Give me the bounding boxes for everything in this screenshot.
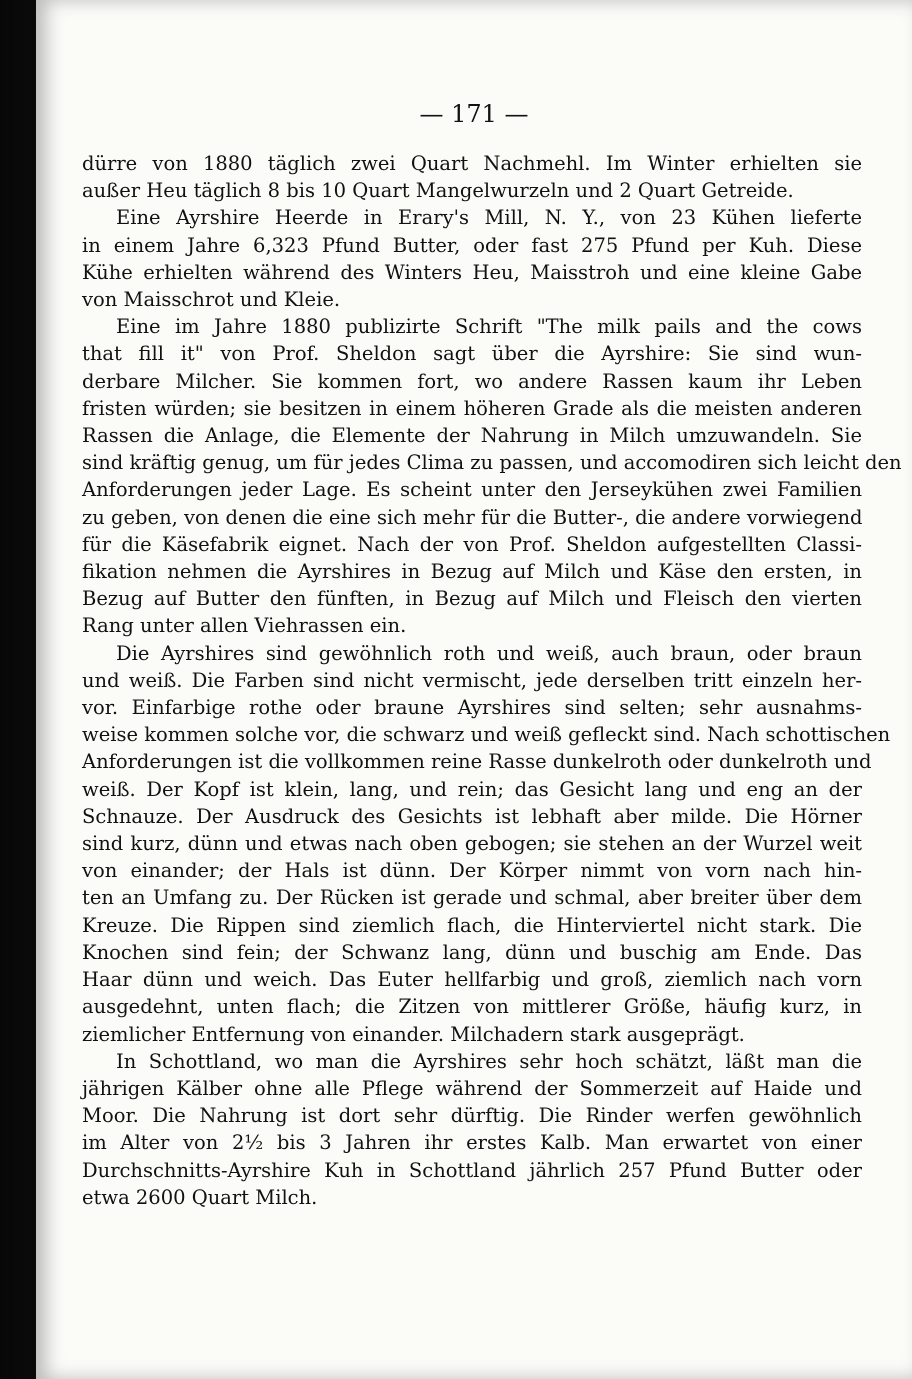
text-line: von Maisschrot und Kleie. — [82, 288, 341, 312]
paragraph — [82, 1048, 862, 1211]
text-line: Die Ayrshires sind gewöhnlich roth und weiß, auch braun, oder braun — [116, 641, 862, 665]
text-line: that fill it" von Prof. Sheldon sagt über die Ayrshire: Sie sind wun- — [82, 342, 862, 366]
text-line: Eine Ayrshire Heerde in Erary's Mill, N. Y., von 23 Kühen lieferte — [116, 206, 862, 230]
text-line: weise kommen solche vor, die schwarz und weiß gefleckt sind. Nach schottischen — [82, 723, 891, 747]
text-line: Anforderungen ist die vollkommen reine Rasse dunkelroth oder dunkelroth und — [82, 750, 872, 774]
book-page — [36, 0, 912, 1379]
text-line: In Schottland, wo man die Ayrshires sehr hoch schätzt, läßt man die — [116, 1049, 862, 1073]
text-line: fikation nehmen die Ayrshires in Bezug auf Milch und Käse den ersten, in — [82, 560, 862, 584]
text-line: im Alter von 2½ bis 3 Jahren ihr erstes Kalb. Man erwartet von einer — [82, 1131, 862, 1155]
text-line: zu geben, von denen die eine sich mehr für die Butter-, die andere vorwiegend — [82, 505, 863, 529]
text-line: Kreuze. Die Rippen sind ziemlich flach, die Hinterviertel nicht stark. Die — [82, 913, 862, 937]
text-line: Rassen die Anlage, die Elemente der Nahrung in Milch umzuwandeln. Sie — [82, 424, 862, 448]
text-line: jährigen Kälber ohne alle Pflege während der Sommerzeit auf Haide und — [82, 1076, 862, 1100]
text-line: außer Heu täglich 8 bis 10 Quart Mangelwurzeln und 2 Quart Getreide. — [82, 179, 794, 203]
text-line: sind kurz, dünn und etwas nach oben gebogen; sie stehen an der Wurzel weit — [82, 832, 862, 856]
text-line: von einander; der Hals ist dünn. Der Körper nimmt von vorn nach hin- — [82, 859, 862, 883]
text-line: Durchschnitts-Ayrshire Kuh in Schottland jährlich 257 Pfund Butter oder — [82, 1158, 862, 1182]
text-line: weiß. Der Kopf ist klein, lang, und rein; das Gesicht lang und eng an der — [82, 777, 862, 801]
text-line: in einem Jahre 6,323 Pfund Butter, oder fast 275 Pfund per Kuh. Diese — [82, 233, 862, 257]
text-line: Rang unter allen Viehrassen ein. — [82, 614, 407, 638]
text-line: Knochen sind fein; der Schwanz lang, dünn und buschig am Ende. Das — [82, 940, 862, 964]
text-line: Anforderungen jeder Lage. Es scheint unter den Jerseykühen zwei Familien — [82, 478, 862, 502]
paragraph — [82, 313, 902, 639]
text-line: Haar dünn und weich. Das Euter hellfarbig und groß, ziemlich nach vorn — [82, 968, 862, 992]
text-line: Moor. Die Nahrung ist dort sehr dürftig. Die Rinder werfen gewöhnlich — [82, 1104, 862, 1128]
text-line: für die Käsefabrik eignet. Nach der von Prof. Sheldon aufgestellten Classi- — [82, 532, 862, 556]
body-text — [82, 150, 902, 1211]
text-line: vor. Einfarbige rothe oder braune Ayrshires sind selten; sehr ausnahms- — [82, 696, 862, 720]
text-line: ziemlicher Entfernung von einander. Milchadern stark ausgeprägt. — [82, 1022, 745, 1046]
text-line: und weiß. Die Farben sind nicht vermischt, jede derselben tritt einzeln her- — [82, 668, 862, 692]
text-line: sind kräftig genug, um für jedes Clima zu passen, und accomodiren sich leicht den — [82, 451, 902, 475]
text-line: etwa 2600 Quart Milch. — [82, 1185, 318, 1209]
paragraph — [82, 150, 862, 204]
text-line: Eine im Jahre 1880 publizirte Schrift "The milk pails and the cows — [116, 315, 862, 339]
paragraph — [82, 204, 862, 313]
text-line: dürre von 1880 täglich zwei Quart Nachmehl. Im Winter erhielten sie — [82, 152, 862, 175]
paragraph — [82, 640, 891, 1048]
text-line: fristen würden; sie besitzen in einem höheren Grade als die meisten anderen — [82, 396, 862, 420]
text-line: ten an Umfang zu. Der Rücken ist gerade und schmal, aber breiter über dem — [82, 886, 862, 910]
page-number: — 171 — — [419, 100, 529, 128]
text-line: derbare Milcher. Sie kommen fort, wo andere Rassen kaum ihr Leben — [82, 369, 862, 393]
text-line: Kühe erhielten während des Winters Heu, Maisstroh und eine kleine Gabe — [82, 260, 862, 284]
text-line: Bezug auf Butter den fünften, in Bezug auf Milch und Fleisch den vierten — [82, 587, 862, 611]
text-line: Schnauze. Der Ausdruck des Gesichts ist lebhaft aber milde. Die Hörner — [82, 804, 862, 828]
text-line: ausgedehnt, unten flach; die Zitzen von mittlerer Größe, häufig kurz, in — [82, 995, 862, 1019]
page-edge-shadow — [0, 0, 40, 1379]
